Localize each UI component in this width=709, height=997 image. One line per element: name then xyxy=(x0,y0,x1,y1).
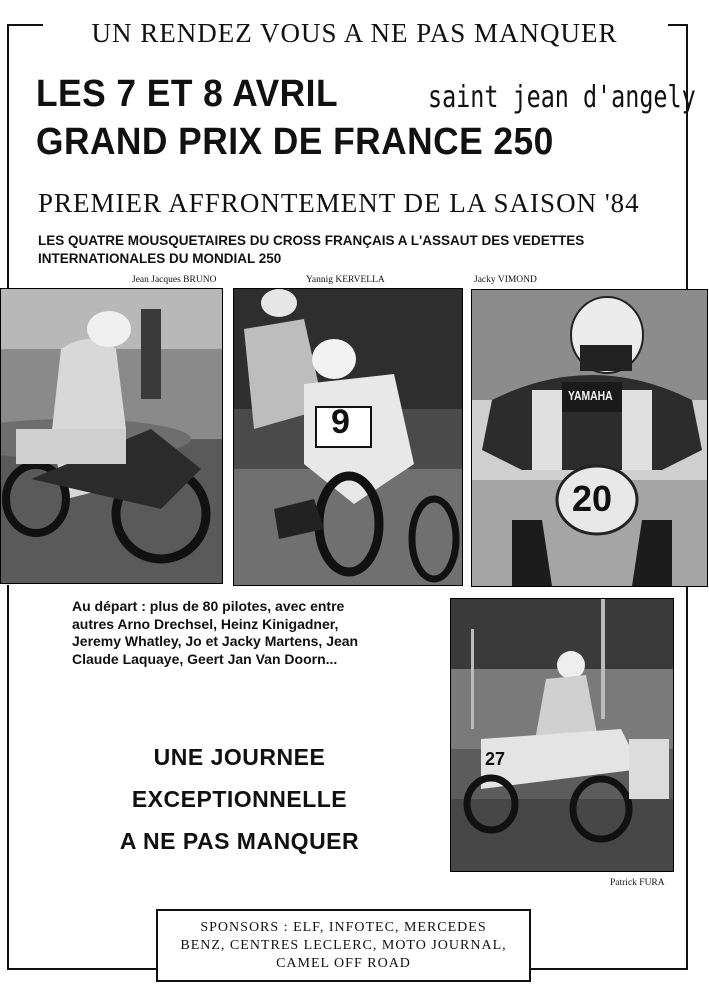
photo-rider-fura xyxy=(450,598,674,872)
intro-text xyxy=(38,232,678,268)
rider-caption-bruno: Jean Jacques BRUNO xyxy=(132,275,217,285)
event-dates: LES 7 ET 8 AVRIL xyxy=(36,73,339,115)
frame-bottom-left xyxy=(7,968,157,970)
plate-number-kervella: 9 xyxy=(331,403,350,441)
tagline: UN RENDEZ VOUS A NE PAS MANQUER xyxy=(91,18,618,48)
rider-caption-kervella: Yannig KERVELLA xyxy=(306,275,385,285)
photo-rider-vimond xyxy=(471,289,708,587)
photo-rider-bruno xyxy=(0,288,223,584)
sponsors-box xyxy=(156,909,531,982)
start-info-line-2: autres Arno Drechsel, Heinz Kinigadner, xyxy=(72,615,339,632)
plate-number-vimond: 20 xyxy=(572,478,613,519)
promo-text xyxy=(62,736,417,862)
sponsors-line-1: SPONSORS : ELF, INFOTEC, MERCEDES xyxy=(200,920,487,935)
jersey-text-vimond: YAMAHA xyxy=(568,388,613,403)
promo-line-1: UNE JOURNEE xyxy=(153,744,326,770)
sponsors-line-2: BENZ, CENTRES LECLERC, MOTO JOURNAL, xyxy=(180,938,507,953)
event-title: GRAND PRIX DE FRANCE 250 xyxy=(36,121,554,163)
season-subtitle: PREMIER AFFRONTEMENT DE LA SAISON '84 xyxy=(38,188,640,218)
rider-caption-fura: Patrick FURA xyxy=(610,878,665,888)
start-info-line-1: Au départ : plus de 80 pilotes, avec entre xyxy=(72,598,345,614)
photo-rider-kervella xyxy=(233,288,463,586)
promo-line-2: EXCEPTIONNELLE xyxy=(131,786,348,812)
start-info-line-4: Claude Laquaye, Geert Jan Van Doorn... xyxy=(72,650,338,667)
intro-line-2: INTERNATIONALES DU MONDIAL 250 xyxy=(38,251,282,266)
intro-line-1: LES QUATRE MOUSQUETAIRES DU CROSS FRANÇAIS A L'ASSAUT DES VEDETTES xyxy=(38,233,585,248)
event-town: saint jean d'angely xyxy=(428,80,696,115)
plate-number-fura: 27 xyxy=(485,749,506,769)
promo-line-3: A NE PAS MANQUER xyxy=(119,828,360,854)
rider-caption-vimond: Jacky VIMOND xyxy=(474,275,537,285)
frame-left-lower xyxy=(7,585,9,970)
frame-bottom-right xyxy=(530,968,688,970)
start-info xyxy=(72,598,407,668)
sponsors-line-3: CAMEL OFF ROAD xyxy=(276,956,411,971)
start-info-line-3: Jeremy Whatley, Jo et Jacky Martens, Jean xyxy=(72,633,359,649)
frame-left-upper xyxy=(7,24,9,288)
